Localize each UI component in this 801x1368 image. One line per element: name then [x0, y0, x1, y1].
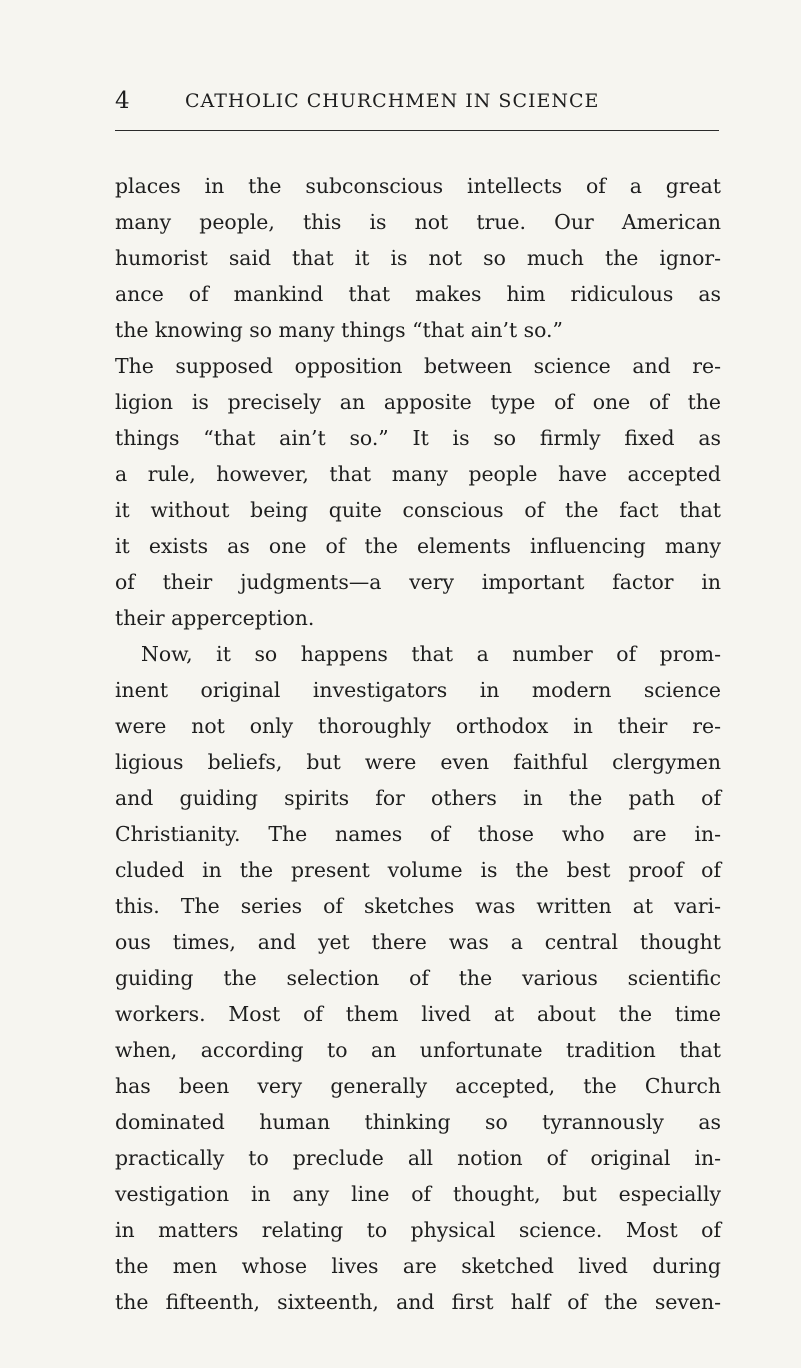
text-line: inent original investigators in modern science [115, 678, 721, 702]
text-line: dominated human thinking so tyrannously as [115, 1110, 721, 1134]
text-line: ligious beliefs, but were even faithful clergymen [115, 750, 721, 774]
text-line: vestigation in any line of thought, but especially [115, 1182, 721, 1206]
text-line: ous times, and yet there was a central thought [115, 930, 721, 954]
page-number: 4 [115, 88, 130, 114]
text-line: the knowing so many things “that ain’t so.” [115, 318, 563, 342]
text-line: it exists as one of the elements influencing many [115, 534, 721, 558]
page-header [115, 88, 719, 124]
text-line: workers. Most of them lived at about the time [115, 1002, 721, 1026]
text-line: The supposed opposition between science and re- [115, 354, 721, 378]
running-title: CATHOLIC CHURCHMEN IN SCIENCE [185, 90, 600, 112]
text-line: cluded in the present volume is the best proof of [115, 858, 721, 882]
text-line: a rule, however, that many people have accepted [115, 462, 721, 486]
text-line: the men whose lives are sketched lived during [115, 1254, 721, 1278]
text-line: their apperception. [115, 606, 315, 630]
text-line: this. The series of sketches was written at vari- [115, 894, 721, 918]
text-line: ligion is precisely an apposite type of one of the [115, 390, 721, 414]
text-line: has been very generally accepted, the Church [115, 1074, 721, 1098]
text-line: places in the subconscious intellects of a great [115, 174, 721, 198]
text-line: when, according to an unfortunate tradition that [115, 1038, 721, 1062]
text-line: the fifteenth, sixteenth, and first half of the seven- [115, 1290, 721, 1314]
text-line: and guiding spirits for others in the path of [115, 786, 721, 810]
text-line: in matters relating to physical science. Most of [115, 1218, 721, 1242]
text-line: ance of mankind that makes him ridiculous as [115, 282, 721, 306]
text-line: guiding the selection of the various scientific [115, 966, 721, 990]
header-rule [115, 130, 719, 131]
text-line: things “that ain’t so.” It is so firmly fixed as [115, 426, 721, 450]
body-text [115, 168, 721, 1320]
text-line: Christianity. The names of those who are in- [115, 822, 721, 846]
text-line: were not only thoroughly orthodox in their re- [115, 714, 721, 738]
text-line: Now, it so happens that a number of prom- [141, 642, 721, 666]
text-line: humorist said that it is not so much the ignor- [115, 246, 721, 270]
text-line: many people, this is not true. Our American [115, 210, 721, 234]
text-line: practically to preclude all notion of original in- [115, 1146, 721, 1170]
text-line: of their judgments—a very important factor in [115, 570, 721, 594]
text-line: it without being quite conscious of the fact that [115, 498, 721, 522]
